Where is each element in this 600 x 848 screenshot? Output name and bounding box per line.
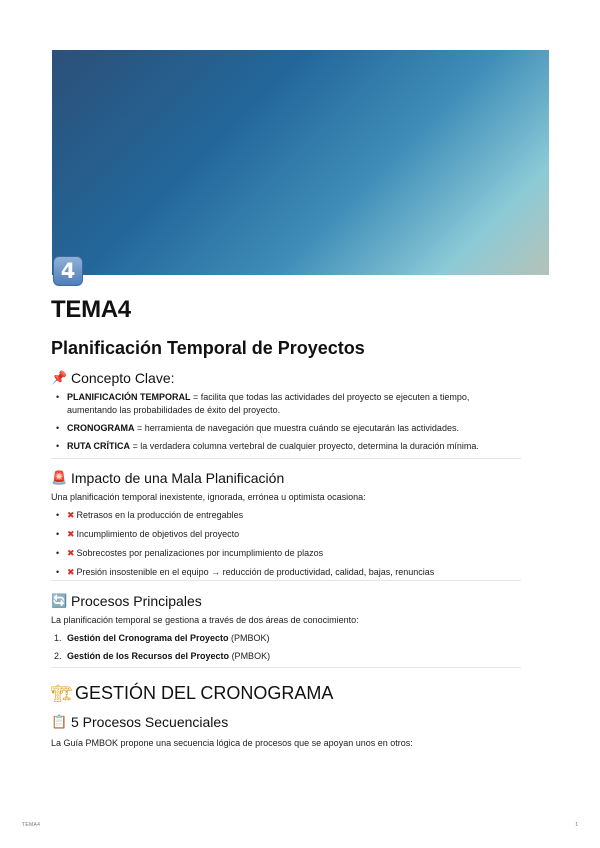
list-item [51, 422, 521, 435]
list-item [51, 547, 521, 561]
cross-mark-icon: ✖ [67, 511, 75, 521]
siren-icon: 🚨 [51, 470, 68, 486]
definition: = herramienta de navegación que muestra cuándo se ejecutarán las actividades. [134, 423, 459, 433]
section-heading-gestion [51, 683, 333, 704]
badge-number: 4 [60, 259, 76, 283]
cycle-arrows-icon: 🔄 [51, 593, 68, 609]
section-heading-label: Procesos Principales [71, 593, 202, 609]
cross-mark-icon: ✖ [67, 549, 75, 559]
construction-crane-icon: 🏗 [51, 683, 73, 704]
term: PLANIFICACIÓN TEMPORAL [67, 392, 191, 402]
list-item [51, 391, 521, 417]
list-item [51, 650, 521, 663]
pushpin-icon: 📌 [51, 370, 68, 386]
section-heading-procesos [51, 593, 202, 609]
page-subtitle: Planificación Temporal de Proyectos [51, 338, 365, 358]
definition: = la verdadera columna vertebral de cualquier proyecto, determina la duración mínima. [130, 441, 479, 451]
clipboard-icon: 📋 [51, 714, 68, 730]
cinco-intro: La Guía PMBOK propone una secuencia lógica de procesos que se apoyan unos en otros: [51, 738, 413, 748]
footer-title: TEMA4 [22, 822, 41, 828]
section-heading-label: Impacto de una Mala Planificación [71, 470, 285, 486]
divider [51, 458, 521, 459]
term: Gestión del Cronograma del Proyecto [67, 633, 229, 643]
list-item [51, 632, 521, 645]
section-heading-label: 5 Procesos Secuenciales [71, 714, 229, 730]
cross-mark-icon: ✖ [67, 568, 75, 578]
list-item-text: Presión insostenible en el equipo → reducción de productividad, calidad, bajas, renuncias [76, 567, 435, 577]
list-number: 1. [54, 633, 62, 643]
procesos-list [51, 632, 521, 668]
divider [51, 667, 521, 668]
page-title: TEMA4 [51, 296, 131, 323]
impacto-list [51, 509, 521, 585]
cover-image [52, 50, 549, 275]
number-four-icon [53, 256, 83, 286]
list-item-text: Sobrecostes por penalizaciones por incumplimiento de plazos [76, 548, 324, 558]
section-heading-impacto [51, 470, 284, 486]
section-heading-cinco [51, 714, 228, 730]
divider [51, 580, 521, 581]
term: RUTA CRÍTICA [67, 441, 130, 451]
list-item [51, 528, 521, 542]
list-item [51, 509, 521, 523]
cross-mark-icon: ✖ [67, 530, 75, 540]
term: CRONOGRAMA [67, 423, 135, 433]
definition: = facilita que todas las actividades del proyecto se ejecuten a tiempo, aumentando las probabilidades de éxito del proyecto. [67, 392, 470, 415]
list-item [51, 566, 521, 580]
procesos-intro: La planificación temporal se gestiona a través de dos áreas de conocimiento: [51, 615, 359, 625]
list-item [51, 440, 521, 453]
term: Gestión de los Recursos del Proyecto [67, 651, 230, 661]
section-heading-label: Concepto Clave: [71, 370, 175, 386]
definition: (PMBOK) [229, 651, 271, 661]
list-number: 2. [54, 651, 62, 661]
section-heading-label: GESTIÓN DEL CRONOGRAMA [75, 683, 334, 703]
definition: (PMBOK) [228, 633, 270, 643]
footer-page-number: 1 [575, 822, 578, 828]
list-item-text: Incumplimiento de objetivos del proyecto [76, 529, 240, 539]
impacto-intro: Una planificación temporal inexistente, ignorada, errónea u optimista ocasiona: [51, 492, 366, 502]
list-item-text: Retrasos en la producción de entregables [76, 510, 244, 520]
concepto-list [51, 391, 521, 458]
section-heading-concepto [51, 370, 175, 386]
